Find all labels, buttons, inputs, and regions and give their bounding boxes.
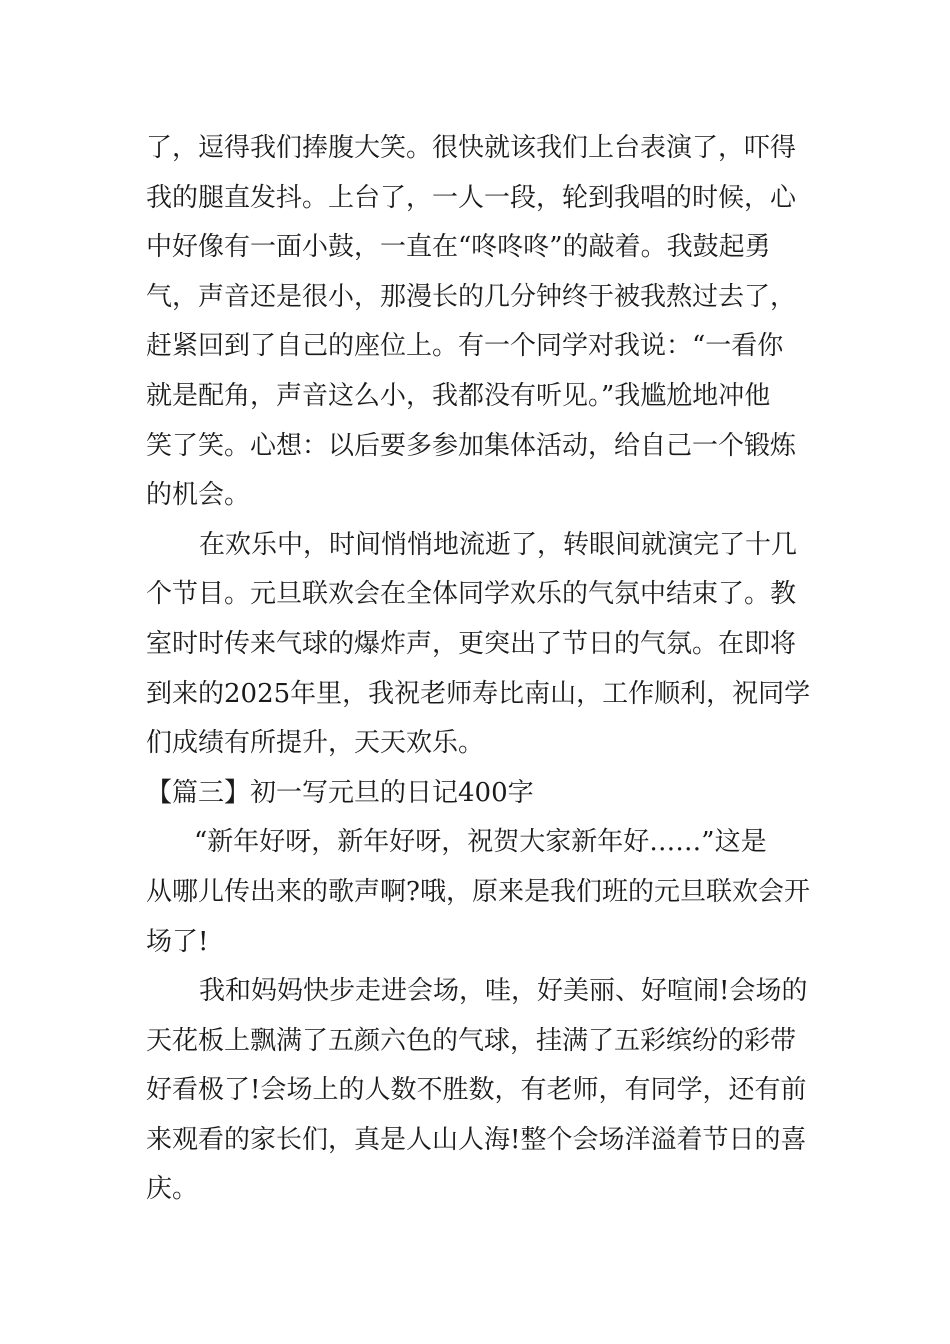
text-line: 中好像有一面小鼓，一直在“咚咚咚”的敲着。我鼓起勇 bbox=[146, 232, 771, 263]
text-line: 天花板上飘满了五颜六色的气球，挂满了五彩缤纷的彩带 bbox=[146, 1025, 797, 1056]
document-body bbox=[146, 124, 814, 1215]
text-line: 就是配角，声音这么小，我都没有听见。”我尴尬地冲他 bbox=[146, 380, 771, 411]
text-line: 庆。 bbox=[146, 1174, 199, 1205]
text-line: 我的腿直发抖。上台了，一人一段，轮到我唱的时候，心 bbox=[146, 182, 797, 213]
paragraph-start-line: “新年好呀，新年好呀，祝贺大家新年好……”这是 bbox=[194, 827, 767, 858]
text-line: 气，声音还是很小，那漫长的几分钟终于被我熬过去了， bbox=[146, 281, 797, 312]
section-heading: 【篇三】初一写元旦的日记400字 bbox=[146, 777, 534, 808]
text-line: 的机会。 bbox=[146, 480, 251, 511]
text-line: 室时时传来气球的爆炸声，更突出了节日的气氛。在即将 bbox=[146, 628, 797, 659]
text-line: 赶紧回到了自己的座位上。有一个同学对我说：“一看你 bbox=[146, 331, 784, 362]
text-line: 们成绩有所提升，天天欢乐。 bbox=[146, 728, 485, 759]
text-line: 笑了笑。心想：以后要多参加集体活动，给自己一个锻炼 bbox=[146, 430, 797, 461]
text-line: 来观看的家长们，真是人山人海!整个会场洋溢着节日的喜 bbox=[146, 1124, 807, 1155]
text-line: 从哪儿传出来的歌声啊?哦，原来是我们班的元旦联欢会开 bbox=[146, 876, 810, 907]
text-line: 到来的2025年里，我祝老师寿比南山，工作顺利，祝同学 bbox=[146, 678, 811, 709]
text-line: 个节目。元旦联欢会在全体同学欢乐的气氛中结束了。教 bbox=[146, 579, 797, 610]
text-line: 好看极了!会场上的人数不胜数，有老师，有同学，还有前 bbox=[146, 1075, 807, 1106]
text-line: 了，逗得我们捧腹大笑。很快就该我们上台表演了，吓得 bbox=[146, 133, 797, 163]
paragraph-start-line: 我和妈妈快步走进会场，哇，好美丽、好喧闹!会场的 bbox=[199, 976, 808, 1007]
paragraph-start-line: 在欢乐中，时间悄悄地流逝了，转眼间就演完了十几 bbox=[199, 529, 798, 560]
text-line: 场了! bbox=[146, 926, 209, 957]
